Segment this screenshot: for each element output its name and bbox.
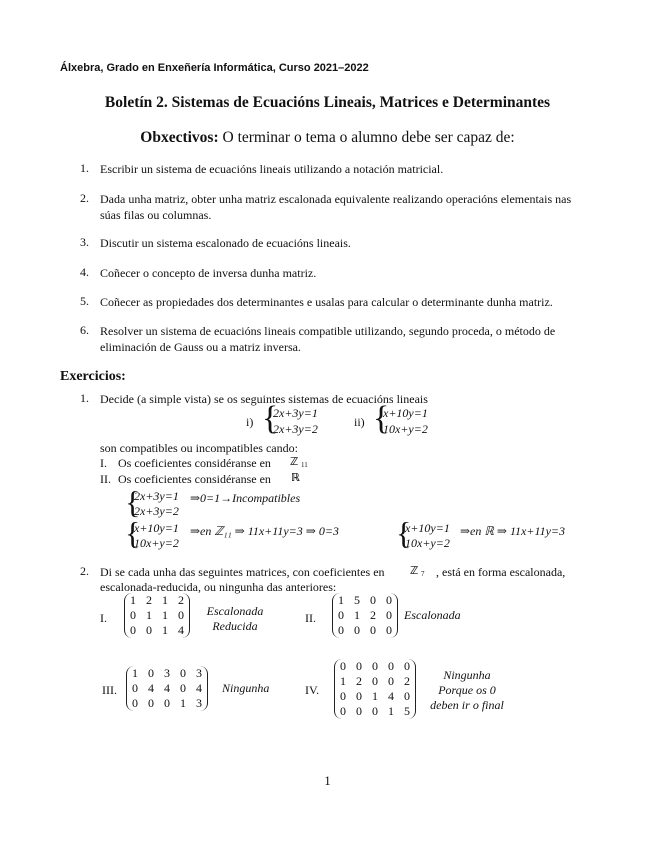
brace-icon: { — [262, 400, 279, 437]
matrix-2-table — [333, 593, 397, 638]
integers-mod-set: ℤ — [410, 564, 419, 577]
matrix-cell: 0 — [388, 674, 394, 688]
matrix-cell: 2 — [178, 593, 184, 607]
matrix-cell: 2 — [146, 593, 152, 607]
matrix-cell: 1 — [388, 704, 394, 718]
list-item-number: 5. — [80, 294, 89, 308]
case-1-text: Os coeficientes considéranse en — [118, 456, 271, 470]
matrix-cell: 0 — [386, 623, 392, 637]
system-i-label: i) — [246, 415, 254, 429]
set-subscript: 7 — [421, 570, 425, 578]
matrix-cell: 1 — [162, 593, 168, 607]
objectives-label: Obxectivos: — [140, 129, 219, 146]
matrix-cell: 0 — [386, 608, 392, 622]
matrix-row — [125, 608, 189, 623]
matrix-row — [125, 593, 189, 608]
brace-icon: { — [373, 400, 390, 437]
matrix-cell: 0 — [178, 608, 184, 622]
matrix-cell: 3 — [196, 666, 202, 680]
objectives-line — [0, 129, 655, 147]
matrix-cell: 0 — [132, 681, 138, 695]
matrix-cell: 0 — [146, 623, 152, 637]
matrix-cell: 1 — [338, 593, 344, 607]
answer-2-result: ⇒en ℤ₁₁ ⇒ 11x+11y=3 ⇒ 0=3 — [190, 524, 339, 538]
answer-line: Escalonada — [404, 608, 461, 622]
matrix-2-label: II. — [305, 611, 316, 625]
matrix-cell: 1 — [130, 593, 136, 607]
list-item-number: 4. — [80, 265, 89, 279]
answer-2-eq2: 10x+y=2 — [134, 536, 179, 550]
matrix-cell: 0 — [386, 593, 392, 607]
matrix-3-label: III. — [102, 683, 117, 697]
matrix-cell: 1 — [162, 623, 168, 637]
matrix-cell: 0 — [340, 659, 346, 673]
matrix-cell: 0 — [372, 659, 378, 673]
exercises-heading: Exercicios: — [60, 369, 126, 384]
matrix-cell: 0 — [372, 674, 378, 688]
matrix-cell: 0 — [338, 623, 344, 637]
system-i-eq1: 2x+3y=1 — [273, 406, 318, 420]
system-ii-label: ii) — [354, 415, 365, 429]
matrix-cell: 0 — [180, 681, 186, 695]
case-2-label: II. — [100, 472, 111, 486]
page-number: 1 — [324, 773, 331, 788]
matrix-3 — [126, 666, 208, 711]
matrix-cell: 4 — [148, 681, 154, 695]
list-item-number: 1. — [80, 161, 89, 175]
exercise-2-text-b: , está en forma escalonada, — [436, 565, 566, 579]
matrix-cell: 2 — [356, 674, 362, 688]
matrix-cell: 0 — [164, 696, 170, 710]
system-ii-eq1: x+10y=1 — [383, 406, 428, 420]
reals-set: ℝ — [291, 471, 300, 484]
matrix-cell: 0 — [356, 704, 362, 718]
matrix-cell: 4 — [178, 623, 184, 637]
set-subscript: 11 — [301, 461, 308, 469]
matrix-cell: 0 — [388, 659, 394, 673]
list-item: Resolver un sistema de ecuacións lineais compatible utilizando, segundo proceda, o método de eliminación de Gauss ou a matriz inversa. — [100, 324, 556, 354]
matrix-cell: 0 — [130, 623, 136, 637]
matrix-1-answer — [200, 604, 270, 634]
matrix-row — [333, 608, 397, 623]
matrix-row — [333, 593, 397, 608]
list-item: Coñecer o concepto de inversa dunha matriz. — [100, 266, 317, 280]
answer-2-eq1: x+10y=1 — [134, 521, 179, 535]
matrix-cell: 0 — [404, 689, 410, 703]
matrix-row — [335, 659, 415, 674]
matrix-cell: 3 — [196, 696, 202, 710]
matrix-cell: 1 — [132, 666, 138, 680]
exercise-2-text-c: escalonada-reducida, ou ningunha das anteriores: — [100, 580, 337, 594]
matrix-cell: 0 — [356, 689, 362, 703]
answer-3-result: ⇒en ℝ ⇒ 11x+11y=3 — [460, 524, 566, 538]
matrix-row — [127, 681, 207, 696]
matrix-cell: 5 — [354, 593, 360, 607]
brace-icon: { — [125, 515, 141, 551]
list-item-number: 2. — [80, 191, 89, 205]
answer-1-eq1: 2x+3y=1 — [134, 489, 179, 503]
matrix-row — [333, 623, 397, 638]
list-item: Escribir un sistema de ecuacións lineais utilizando a notación matricial. — [100, 162, 444, 176]
matrix-cell: 1 — [340, 674, 346, 688]
matrix-cell: 1 — [372, 689, 378, 703]
answer-3-eq1: x+10y=1 — [405, 521, 450, 535]
list-item-number: 3. — [80, 235, 89, 249]
matrix-1 — [124, 593, 190, 638]
answer-line: deben ir o final — [430, 698, 504, 712]
matrix-cell: 1 — [180, 696, 186, 710]
matrix-cell: 1 — [162, 608, 168, 622]
matrix-cell: 0 — [370, 593, 376, 607]
matrix-cell: 1 — [146, 608, 152, 622]
list-item: Coñecer as propiedades dos determinantes e usalas para calcular o determinante dunha matriz. — [100, 295, 553, 309]
brace-icon: { — [125, 484, 141, 520]
matrix-cell: 0 — [130, 608, 136, 622]
matrix-cell: 0 — [148, 696, 154, 710]
matrix-row — [127, 696, 207, 711]
matrix-cell: 0 — [338, 608, 344, 622]
matrix-3-answer — [222, 681, 269, 696]
list-item: Discutir un sistema escalonado de ecuacións lineais. — [100, 236, 351, 250]
system-i-eq2: 2x+3y=2 — [273, 422, 318, 436]
matrix-row — [335, 674, 415, 689]
matrix-cell: 4 — [388, 689, 394, 703]
answer-3-eq2: 10x+y=2 — [405, 536, 450, 550]
list-item: Dada unha matriz, obter unha matriz escalonada equivalente realizando operacións elementais nas súas filas ou columnas. — [100, 192, 572, 222]
answer-line: Reducida — [212, 619, 258, 633]
matrix-cell: 2 — [370, 608, 376, 622]
answer-1-eq2: 2x+3y=2 — [134, 504, 179, 518]
list-item-number: 6. — [80, 323, 89, 337]
page-title: Boletín 2. Sistemas de Ecuacións Lineais, Matrices e Determinantes — [104, 94, 551, 111]
integers-mod-set: ℤ — [290, 455, 299, 468]
exercise-2-text-a: Di se cada unha das seguintes matrices, con coeficientes en — [100, 565, 385, 579]
matrix-4-table — [335, 659, 415, 719]
condition-text: son compatibles ou incompatibles cando: — [100, 441, 298, 455]
case-1-label: I. — [100, 456, 107, 470]
matrix-row — [125, 623, 189, 638]
matrix-cell: 0 — [372, 704, 378, 718]
exercise-1-text: Decide (a simple vista) se os seguintes sistemas de ecuacións lineais — [100, 392, 428, 406]
answer-line: Escalonada — [206, 604, 264, 618]
matrix-2-answer — [404, 608, 461, 623]
matrix-1-table — [125, 593, 189, 638]
matrix-cell: 2 — [404, 674, 410, 688]
matrix-cell: 4 — [196, 681, 202, 695]
matrix-cell: 0 — [356, 659, 362, 673]
matrix-1-label: I. — [100, 611, 107, 625]
matrix-3-table — [127, 666, 207, 711]
matrix-cell: 5 — [404, 704, 410, 718]
exercise-1-number: 1. — [80, 391, 89, 405]
case-2-text: Os coeficientes considéranse en — [118, 472, 271, 486]
matrix-cell: 3 — [164, 666, 170, 680]
matrix-cell: 0 — [148, 666, 154, 680]
matrix-cell: 0 — [132, 696, 138, 710]
matrix-cell: 0 — [370, 623, 376, 637]
matrix-4-answer — [426, 668, 508, 713]
matrix-cell: 4 — [164, 681, 170, 695]
answer-line: Porque os 0 — [438, 683, 496, 697]
matrix-cell: 1 — [354, 608, 360, 622]
matrix-4 — [334, 659, 416, 719]
matrix-row — [335, 689, 415, 704]
exercise-2-number: 2. — [80, 564, 89, 578]
document-header: Álxebra, Grado en Enxeñería Informática, Curso 2021–2022 — [60, 62, 369, 74]
answer-line: Ningunha — [443, 668, 491, 682]
answer-1-result: ⇒0=1→Incompatibles — [190, 491, 301, 505]
matrix-cell: 0 — [354, 623, 360, 637]
answer-line: Ningunha — [222, 681, 270, 695]
matrix-row — [335, 704, 415, 719]
objectives-text: O terminar o tema o alumno debe ser capaz de: — [222, 129, 515, 146]
brace-icon: { — [396, 515, 412, 551]
system-ii-eq2: 10x+y=2 — [383, 422, 428, 436]
matrix-cell: 0 — [340, 689, 346, 703]
matrix-2 — [332, 593, 398, 638]
matrix-cell: 0 — [180, 666, 186, 680]
matrix-row — [127, 666, 207, 681]
matrix-cell: 0 — [404, 659, 410, 673]
matrix-4-label: IV. — [305, 683, 320, 697]
matrix-cell: 0 — [340, 704, 346, 718]
